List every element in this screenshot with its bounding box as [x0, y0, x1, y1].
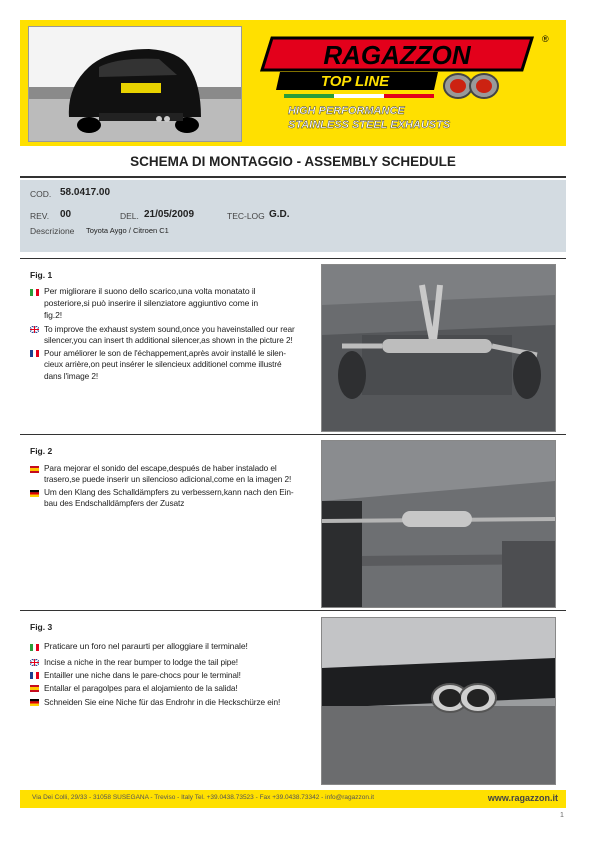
fig2-es-line-1: Para mejorar el sonido del escape,después de haber instalado el [44, 463, 277, 473]
header-banner [20, 20, 566, 146]
ragazzon-logo [252, 28, 558, 144]
figure-3-photo [321, 617, 556, 785]
figure-3-text [30, 641, 306, 721]
rev-label: REV. [30, 211, 50, 221]
tagline-2: STAINLESS STEEL EXHAUSTS [288, 119, 451, 131]
brand-line: TOP LINE [320, 73, 390, 90]
figure-1-text [30, 286, 306, 426]
fig3-fr-line-1: Entailler une niche dans le pare-chocs pour le terminal! [44, 670, 241, 680]
del-label: DEL. [120, 211, 139, 221]
germany-flag-icon [30, 490, 39, 497]
car-photo [28, 26, 242, 142]
figure-2-section [20, 434, 566, 611]
fig2-de-line-2: bau des Endschalldämpfers der Zusatz [44, 498, 185, 509]
uk-flag-icon [30, 659, 39, 666]
desc-label: Descrizione [30, 226, 75, 236]
figure-1-label: Fig. 1 [30, 270, 53, 280]
spain-flag-icon [30, 466, 39, 473]
figure-3-label: Fig. 3 [30, 622, 53, 632]
fig3-it-line-1: Praticare un foro nel paraurti per alloggiare il terminale! [44, 641, 248, 651]
teclog-value: G.D. [269, 209, 290, 220]
fig1-fr-line-1: Pour améliorer le son de l'échappement,après avoir installé le silen- [44, 348, 286, 358]
figure-3-section [20, 610, 566, 789]
figure-1-section [20, 258, 566, 435]
footer-bar [20, 790, 566, 808]
fig1-en-line-1: To improve the exhaust system sound,once you haveinstalled our rear [44, 324, 295, 334]
fig1-en-line-2: silencer,you can insert th additional silencer,as shown in the picture 2! [44, 335, 293, 346]
italy-flag-icon [30, 289, 39, 296]
footer-address: Via Dei Colli, 29/33 - 31058 SUSEGANA - Treviso - Italy Tel. +39.0438.73523 - Fax +39.0438.73342 - info@ragazzon.it [32, 794, 375, 801]
tagline-1: HIGH PERFORMANCE [288, 105, 405, 117]
figure-2-label: Fig. 2 [30, 446, 53, 456]
uk-flag-icon [30, 326, 39, 333]
fig1-it-line-3: fig.2! [44, 309, 63, 320]
france-flag-icon [30, 672, 39, 679]
fig3-es-line-1: Entallar el paragolpes para el alojamiento de la salida! [44, 683, 238, 693]
rev-value: 00 [60, 209, 72, 220]
info-box [20, 180, 566, 252]
fig2-es-line-2: trasero,se puede inserir un silencioso adicional,come en la imagen 2! [44, 474, 292, 485]
desc-value: Toyota Aygo / Citroen C1 [86, 226, 169, 235]
fig1-fr-line-2: cieux arrière,on peut insérer le silencieux additionel comme illustré [44, 359, 282, 370]
fig3-en-line-1: Incise a niche in the rear bumper to lodge the tail pipe! [44, 657, 239, 667]
germany-flag-icon [30, 699, 39, 706]
fig1-fr-line-3: dans l'image 2! [44, 370, 99, 381]
fig3-de-line-1: Schneiden Sie eine Niche für das Endrohr in die Heckschürze ein! [44, 697, 281, 707]
registered-mark: ® [542, 34, 549, 44]
figure-1-photo [321, 264, 556, 432]
figure-2-photo [321, 440, 556, 608]
fig2-de-line-1: Um den Klang des Schalldämpfers zu verbessern,kann nach den Ein- [44, 487, 294, 497]
france-flag-icon [30, 350, 39, 357]
figure-2-text [30, 463, 306, 543]
cod-label: COD. [30, 189, 52, 199]
italy-flag-icon [30, 644, 39, 651]
fig1-it-line-2: posteriore,si può inserire il silenziatore aggiuntivo come in [44, 297, 259, 308]
footer-website-link[interactable]: www.ragazzon.it [487, 793, 558, 803]
page-number: 1 [560, 812, 564, 819]
fig1-it-line-1: Per migliorare il suono dello scarico,una volta monatato il [44, 286, 256, 296]
del-value: 21/05/2009 [144, 209, 195, 220]
cod-value: 58.0417.00 [60, 187, 111, 198]
teclog-label: TEC-LOG [227, 211, 265, 221]
brand-name: RAGAZZON [323, 40, 471, 70]
page-title: SCHEMA DI MONTAGGIO - ASSEMBLY SCHEDULE [130, 154, 456, 169]
title-bar [20, 148, 566, 178]
spain-flag-icon [30, 685, 39, 692]
